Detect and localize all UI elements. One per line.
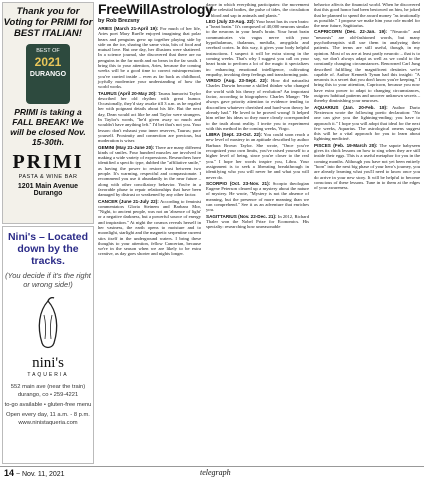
horoscope-entry (98, 91, 201, 144)
horoscope-entry (206, 19, 309, 77)
sign-label: SCORPIO (Oct. 23-Nov. 21): (206, 180, 271, 186)
entry-text: The sapote babyseen gives its chick lessons on how to sing when they are still inside their eggs. This is a useful metaphor for you in the coming months. Although you have not yet been entirely "born" into the next big phase of your hero's journey, you are already learning what you'll need to know once you do arrive in your new story. It will be helpful to become conscious of these lessons. Tune in to them at the edges of your awareness. (314, 142, 420, 191)
publication-name: telegraph (200, 468, 231, 477)
sign-label: LEO (July 23-Aug. 22): (206, 18, 256, 24)
horoscope-entry (206, 214, 309, 230)
horoscope-entry (314, 143, 420, 191)
sign-label: LIBRA (Sept. 23-Oct. 22): (206, 132, 263, 138)
horoscope-continuation (314, 2, 420, 28)
badge-city: DURANGO (29, 71, 67, 78)
article-byline: by Rob Brezsny (98, 18, 140, 24)
entry-text: dance in which everything participates: the movement of the celestial bodies, the pulse of tides, the circulation of blood and sap in animals and plants." (206, 2, 309, 18)
entry-text: Scorpio theologian Eugene Peterson cleared up a mystery about the nature of mystery. He wrote, "Mystery is not the absence of meaning, but the presence of more meaning than we can comprehend." See it as an adventure that enriches you. (206, 180, 309, 213)
entry-text: You could soon reach a new level of mastery in an aptitude described by author Barbara Brown Taylor. She wrote, "Once you've recognized your own limits, you've raised yourself to a higher level of being, since you're closer to the real you." I hope her words inspire you, Libra. Your assignment is to seek a liberating breakthrough in identifying who you will never be and what you will never do. (206, 132, 309, 180)
sign-label: SAGITTARIUS (Nov. 22-Dec. 21): (206, 213, 277, 219)
entry-text: According to feminist commentators Gloria Steinem and Barbara Mor, "Night, to ancient people, was not an 'absence of light' or a negative darkness, but a powerful source of energy and inspiration." At night the cosmos reveals herself in her vastness, the earth opens to moisture and to moonlight, starlight and the magnetic serpentine current stirs itself in the underground waters. I bring these thoughts to your attention, fellow Cancerian, because we're in the season when we are likely to be extra creative, as day goes shorter and nights longer. (98, 198, 201, 257)
sign-label: AQUARIUS (Jan. 20-Feb. 18): (314, 104, 388, 110)
entry-text: Your heart has its own brain: a "heart brain." It's composed of 40,000 neurons similar to the neurons in your head's brain. Your heart brain communicates via vagus nerve with your hypothalamus, thalamus, medulla, amygdala and cerebral cortex. In this way, it gives your body helpful instructions. I suspect it will be extra strong in the coming weeks. That's why I suggest you call on your heart brain to perform a lot of the magic it specializes in: enhancing emotional intelligence, cultivating empathy, invoking deep feelings and transforming pain. (206, 18, 309, 77)
article-column-1 (98, 26, 201, 258)
ninis-address: 552 main ave (near the train) durango, co • 259-4221 (10, 384, 86, 398)
primi-logo-sub: PASTA & WINE BAR (18, 174, 78, 180)
entry-text: In 2012, Richard Thaler won the Nobel Prize for Economics. His specialty: researching how unreasonable (206, 213, 309, 230)
primi-closure-notice: PRIMI is taking a FALL BREAK! We will be closed Nov. 15-30th. (10, 107, 86, 147)
badge-year: 2021 (34, 55, 62, 69)
sign-label: ARIES (March 21-April 19): (98, 26, 159, 31)
ninis-subhead: (You decide if it's the right or wrong side!) (5, 271, 91, 289)
horoscope-entry (206, 132, 309, 180)
badge-top: BEST OF (36, 48, 60, 54)
ninis-pepper-logo-icon (27, 297, 69, 353)
ninis-headline: Nini's – Located down by the tracks. (7, 231, 89, 267)
page-number: 14 (4, 468, 15, 478)
primi-ad[interactable] (2, 2, 94, 224)
sign-label: GEMINI (May 21-June 20): (98, 144, 155, 150)
horoscope-entry (98, 26, 201, 90)
primi-headline: Thank you for Voting for PRIMI for BEST ITALIAN! (3, 6, 93, 39)
ninis-logo-text: nini's (32, 355, 64, 371)
entry-text: For much of her life, Aries poet Mary Ruefle enjoyed imagining that polar bears and penguins grew up together playing side by side on the ice, sharing the same vista, bits of food and mutual love. But one day, her illusions were shattered. In a science journal, she discovered that there are no penguins in the far north and no bears in the far south. I bring this to your attention, Aries, because the coming weeks will be a good time to correct misimpressions you've carried inside – even as far back as childhood, joyfully modernize your understanding of how the world works. (98, 26, 201, 90)
entry-text: "Neurotic" and "neurosis" are old-fashioned words, but many psychotherapists still use them in analyzing their patients. The terms are still useful, though, in my opinion. Most of us are at least partly neurotic – that is to say, we don't always adapt as well as we could to the constantly changing circumstances. Renowned Carl Jung described fulfilling the magnificent destinies we're capable of. Author Kenneth Tynan had this insight: "A neurosis is a secret that you don't know you're keeping." I bring this to your attention, Capricorn, because you now have extra power to adapt to changing circumstances, outgrow habitual patterns and uncover unknown secrets – thereby diminishing your neuroses. (314, 29, 421, 104)
sign-label: TAURUS (April 20-May 20): (98, 90, 157, 96)
entry-text: There are many different kinds of smiles. Four hundred muscles are involved in making a wide variety of expressions. Researchers have identified a specific type, dubbed the "affiliative smile," as having the power to restore trust between two people. It's warming, respectful and compassionate. I recommend you use it abundantly in the near future – along with other conciliatory behavior. You're in a favorable phase to repair relationships that have been damaged by distrust or weakened by any other factor. (98, 144, 201, 198)
horoscope-entry (314, 29, 420, 103)
horoscope-continuation (206, 2, 309, 18)
sign-label: CANCER (June 21-July 22): (98, 198, 159, 204)
ninis-logo-sub: TAQUERIA (27, 372, 69, 378)
primi-logo: PRIMI (12, 151, 84, 173)
sign-label: CAPRICORN (Dec. 22-Jan. 19): (314, 29, 388, 35)
issue-date: ~ Nov. 11, 2021 (15, 471, 65, 478)
entry-text: Author Dario Nexterson wrote the following poetic declaration: "No one can give you the lightning-ending; you have to approach it." I hope you will adopt that ideal for the next few weeks, Aquarius. The astrological omens suggest this will be a vital approach for you to learn about lightning mediciné. (314, 104, 420, 142)
ninis-info (3, 383, 93, 427)
sign-label: PISCES (Feb. 19-March 20): (314, 142, 378, 148)
horoscope-entry (206, 181, 309, 213)
best-of-durango-badge (26, 44, 70, 104)
article-title: FreeWillAstrology (98, 1, 213, 17)
footer-page-info (4, 468, 65, 478)
primi-address: 1201 Main Avenue Durango (17, 183, 79, 197)
ninis-tagline: to-go available • gluten-free menu (4, 402, 92, 408)
left-ad-column (0, 0, 96, 465)
entry-text: behavior affects the financial world. When he discovered that this good honor had been bestowed on him, he joked that he planned to spend the award money "as irrationally as possible." I propose we make him your role model for the near future, Sagittarius. (314, 2, 420, 29)
ninis-hours: Open every day, 11 a.m. - 8 p.m. www.ninistaqueria.com (6, 412, 90, 426)
sign-label: VIRGO (Aug. 23-Sept. 22): (206, 78, 269, 84)
horoscope-entry (314, 105, 420, 142)
horoscope-entry (206, 78, 309, 131)
horoscope-entry (98, 145, 201, 198)
article-column-2 (206, 2, 309, 230)
page-footer (0, 466, 424, 480)
article-column-3 (314, 2, 420, 191)
ninis-ad[interactable] (2, 226, 94, 464)
entry-text: Taurus humorist Taylor described her old rhythm with great humor. Occasionally, they'd stay awake till 3 a.m. as he regaled her with poignant details about his life. But the next day, Dean would act like he and Taylor were strangers. In Taylor's words, "he'd given away so much and wouldn't have anything left." I'd bet that's not you. Your lesson: don't exhaust your inner reserves, Taurus; pace yourself. Proximity and connection are precious, but moderation is wiser. (98, 90, 201, 144)
horoscope-entry (98, 199, 201, 257)
footer-rule (0, 466, 424, 467)
entry-text: How did naturalist Charles Darwin become a skilled thinker who changed the world with his theory of evolution? An important factor, according to biographers: Charles Mange: "He always gave priority attention to evidence tending to disconfirm whatever cherished and hard-won theory he already had." He loved to be proved wrong! It helped him refine his ideas so they more clearly corresponded to the truth about reality. I invite you to experiment with this method in the coming weeks, Virgo. (206, 78, 309, 131)
